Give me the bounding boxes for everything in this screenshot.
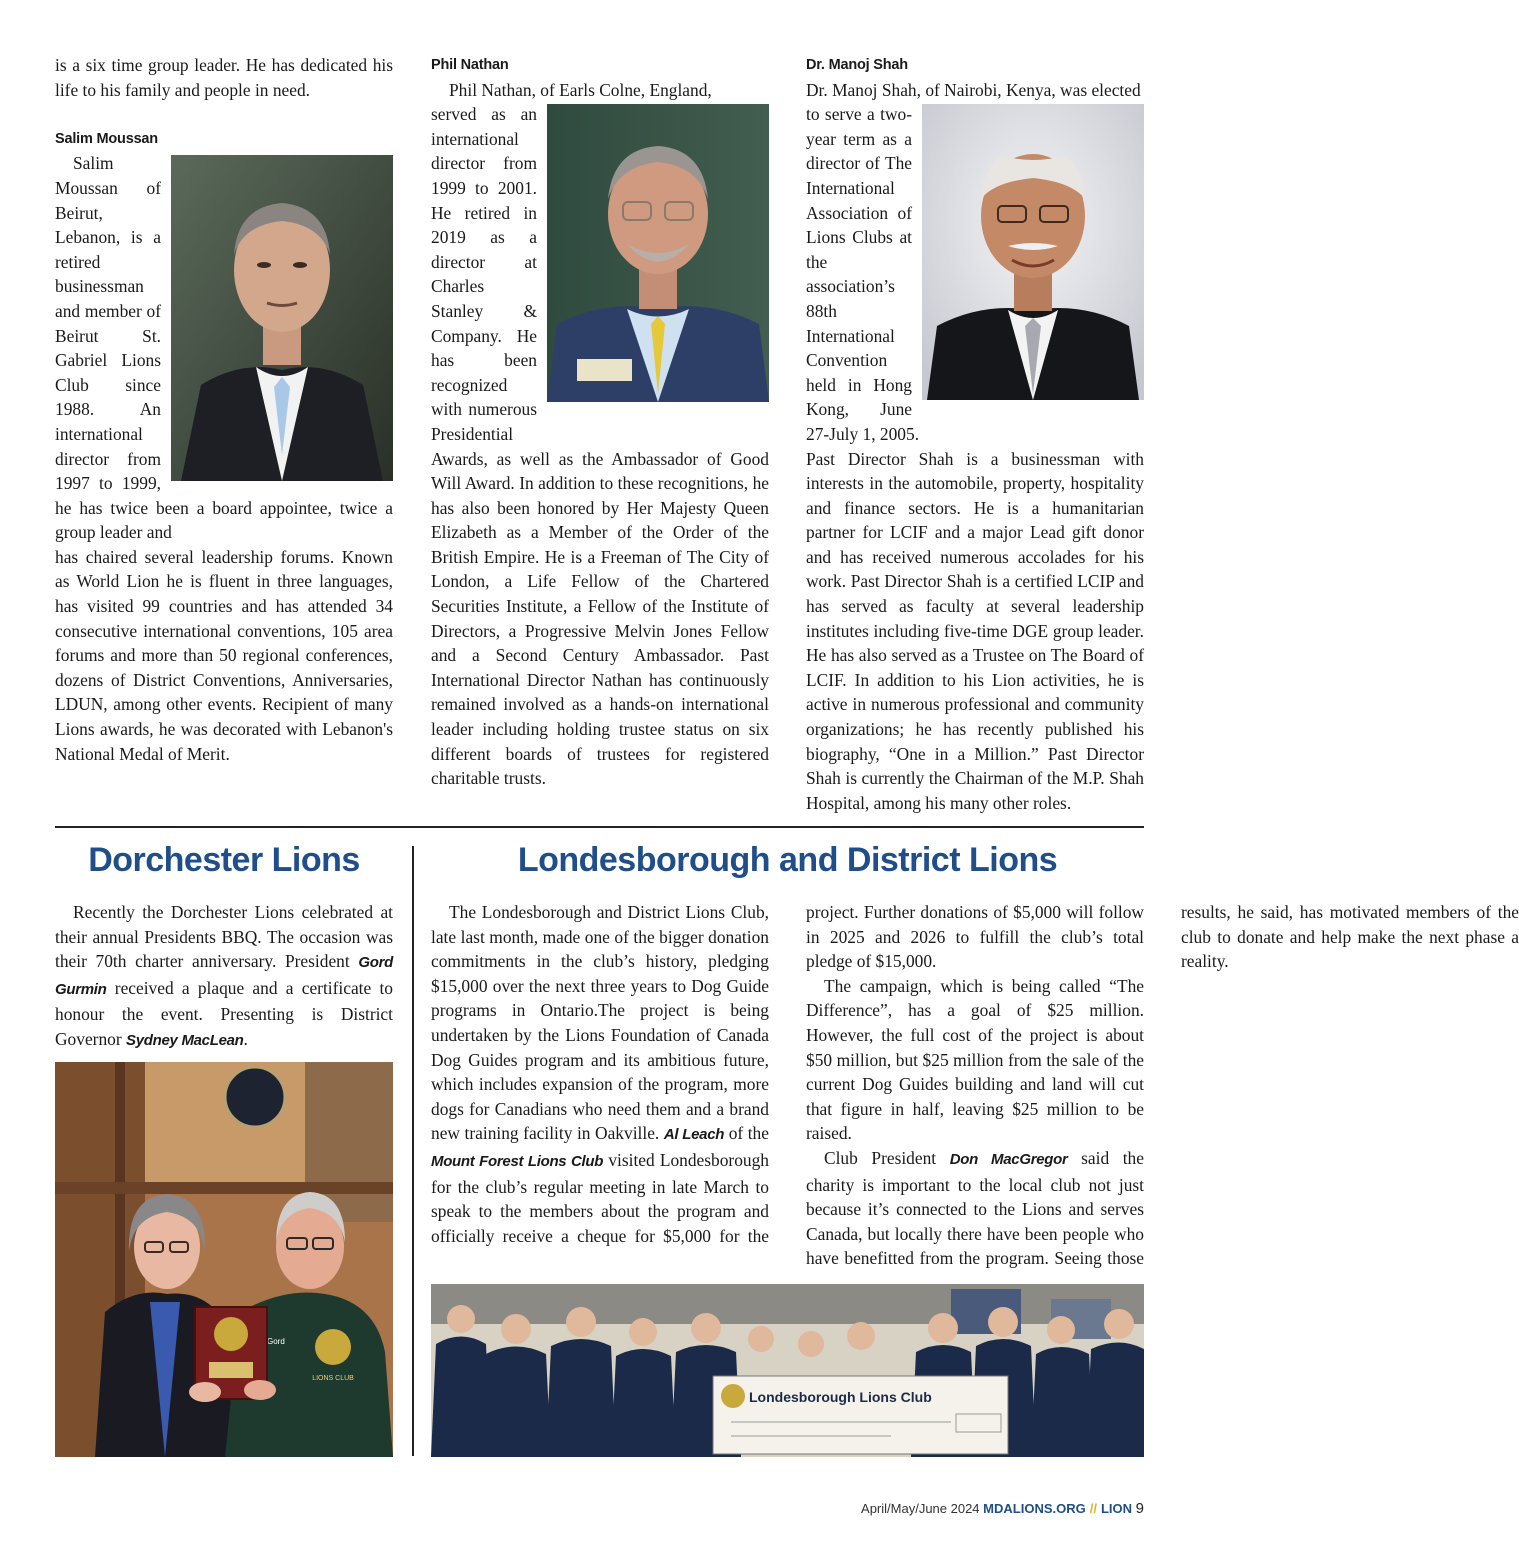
londesborough-title: Londesborough and District Lions <box>517 841 1058 879</box>
shah-first-line: Dr. Manoj Shah, of Nairobi, Kenya, was elected <box>806 79 1141 100</box>
page-footer <box>861 1500 1144 1517</box>
londesborough-name-a: Al Leach <box>663 1126 725 1144</box>
londesborough-text-1a: The Londesborough and District Lions Club, late last month, made one of the bigger donation commitments in the club’s history, pledging $15,000 over the next three years to Dog Guide programs in Ontario.The project is being undertaken by the Lions Foundation of Canada Dog Guides program and its ambitious future, which includes expansion of the program, more dogs for Canadians who need them and a brand new training facility in Oakville. <box>431 902 769 1144</box>
horizontal-divider <box>55 826 1144 828</box>
londesborough-name-b: Mount Forest Lions Club <box>431 1152 604 1170</box>
bio-column-1 <box>55 53 393 766</box>
bio-column-3 <box>806 53 1144 815</box>
dorchester-title: Dorchester Lions <box>88 841 360 879</box>
footer-site-link[interactable]: MDALIONS.ORG <box>983 1501 1086 1516</box>
londesborough-group-cheque-image <box>431 1284 1144 1457</box>
dorchester-text-1: Recently the Dorchester Lions celebrated at their annual Presidents BBQ. The occasion was their 70th charter anniversary. President <box>55 902 393 972</box>
cheque-label-text: Londesborough Lions Club <box>749 1389 932 1405</box>
footer-separator: // <box>1089 1501 1097 1516</box>
shirt-name-text: Gord <box>267 1337 285 1346</box>
moussan-photo <box>171 155 393 481</box>
londesborough-photo <box>431 1284 1144 1457</box>
nathan-full-text: Awards, as well as the Ambassador of Good Will Award. In addition to these recognitions, he has also been honored by Her Majesty Queen Elizabeth as a Member of the Order of the British Empire. He is a Freeman of The City of London, a Life Fellow of the Chartered Securities Institute, a Fellow of the Institute of Directors, a Progressive Melvin Jones Fellow and a Second Century Ambassador. Past International Director Nathan has continuously remained involved as a hands-on international leader including holding trustee status on six different boards of trustees for registered charitable trusts. <box>431 448 769 789</box>
londesborough-text-1b: of the <box>728 1123 769 1144</box>
shirt-emblem-text: LIONS CLUB <box>312 1375 354 1382</box>
vertical-divider <box>412 846 414 1456</box>
nathan-heading: Phil Nathan <box>431 57 509 73</box>
dorchester-name-2: Sydney MacLean <box>126 1031 244 1049</box>
londesborough-article <box>431 900 1519 1272</box>
dorchester-text-2: received a plaque and a certificate to honour the event. Presenting is District Governor <box>55 977 393 1049</box>
londesborough-text-3b: said the charity is important to the local club not just because it’s connected to the Lions and serves Canada, but locally there have been people who have benefitted from the program. Seeing those results, he said, has motivated members of the club to donate and help make the next phase a reality. <box>806 902 1519 1269</box>
nathan-wrap-text: served as an international director from 1999 to 2001. He retired in 2019 as a director at Charles Stanley & Company. He has been recognized with numerous Presidential <box>431 104 537 444</box>
dorchester-paragraph <box>55 900 393 1054</box>
shah-portrait-image <box>922 104 1144 400</box>
londesborough-text-1c: visited Londesborough for the club’s regular meeting in late March to speak to the members about the program and officially receive a cheque for $5,000 for the project. Further donations of $5,000 will follow in 2025 and 2026 to fulfill the club’s total pledge of $15,000. <box>431 902 1144 1246</box>
dorchester-name-1: Gord Gurmin <box>55 954 393 998</box>
col1-lead-text: is a six time group leader. He has dedicated his life to his family and people in need. <box>55 55 393 100</box>
moussan-wrap-text: Salim Moussan of Beirut, Lebanon, is a retired businessman and member of Beirut St. Gabriel Lions Club since 1988. An international director from 1997 to 1999, he has twice been a board appointee, twice a group leader and <box>55 153 393 543</box>
bio-column-2 <box>431 53 769 791</box>
footer-issue: April/May/June 2024 <box>861 1501 980 1516</box>
nathan-portrait-image <box>547 104 769 402</box>
shah-wrap-text: to serve a two-year term as a director of The International Association of Lions Clubs at the association’s 88th International Convention held in Hong Kong, June 27-July 1, 2005. <box>806 104 920 444</box>
nathan-first-line: Phil Nathan, of Earls Colne, England, <box>449 79 712 100</box>
londesborough-paragraph-2: The campaign, which is being called “The Difference”, has a goal of $25 million. However, the full cost of the project is about $50 million, but $25 million from the sale of the current Dog Guides building and land will cut that figure in half, leaving $25 million to be raised. <box>806 975 1144 1144</box>
moussan-heading: Salim Moussan <box>55 130 158 147</box>
dorchester-photo <box>55 1062 393 1457</box>
footer-magazine-name: LION <box>1100 1501 1133 1516</box>
dorchester-text-3: . <box>243 1028 248 1049</box>
dorchester-article <box>55 900 393 1054</box>
shah-full-text: Past Director Shah is a businessman with interests in the automobile, property, hospitality and finance sectors. He is a humanitarian partner for LCIF and a major Lead gift donor and has received numerous accolades for his work. Past Director Shah is a certified LCIP and has served as faculty at several leadership institutes including five-time DGE group leader. He has also served as a Trustee on The Board of LCIF. In addition to his Lion activities, he is active in numerous professional and community organizations; he has recently published his biography, “One in a Million.” Past Director Shah is currently the Chairman of the M.P. Shah Hospital, among his many other roles. <box>806 448 1144 813</box>
moussan-portrait-image <box>171 155 393 481</box>
nathan-photo <box>547 104 769 402</box>
shah-heading: Dr. Manoj Shah <box>806 57 908 73</box>
shah-photo <box>922 104 1144 400</box>
dorchester-plaque-presentation-image <box>55 1062 393 1457</box>
londesborough-name-c: Don MacGregor <box>949 1150 1068 1168</box>
footer-page-number: 9 <box>1135 1500 1144 1517</box>
moussan-full-text: has chaired several leadership forums. Known as World Lion he is fluent in three languages, has visited 99 countries and has attended 34 consecutive international conventions, 105 area forums and more than 50 regional conferences, dozens of District Conventions, Anniversaries, LDUN, among other events. Recipient of many Lions awards, he was decorated with Lebanon's National Medal of Merit. <box>55 546 393 764</box>
londesborough-text-3a: Club President <box>824 1147 937 1168</box>
